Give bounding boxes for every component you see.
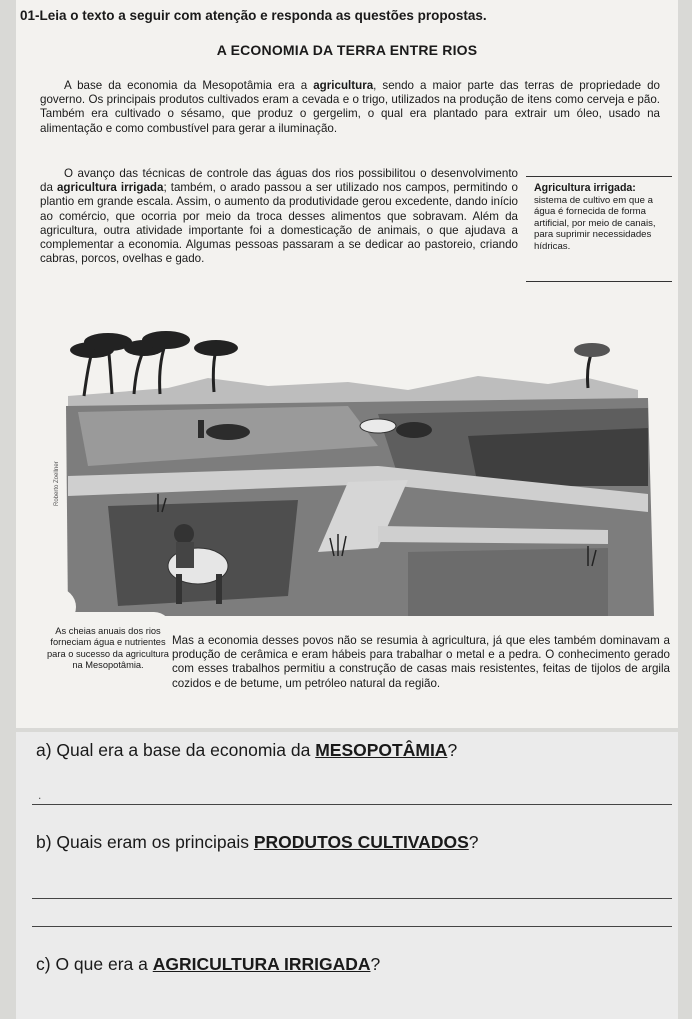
question-c-keyword: AGRICULTURA IRRIGADA	[152, 954, 371, 974]
image-caption: As cheias anuais dos rios forneciam água e nutrientes para o sucesso da agricultura na Mesopotâmia.	[44, 612, 172, 708]
glossary-box	[526, 176, 672, 282]
irrigation-illustration	[48, 316, 656, 628]
instruction-text: 01-Leia o texto a seguir com atenção e responda as questões propostas.	[20, 8, 487, 23]
answer-line-b1[interactable]	[32, 898, 672, 899]
keyword-agricultura-irrigada: agricultura irrigada	[56, 181, 164, 195]
question-c: c) O que era a AGRICULTURA IRRIGADA?	[36, 954, 381, 974]
glossary-term: Agricultura irrigada:	[534, 182, 636, 194]
answer-line-a[interactable]	[32, 804, 672, 805]
paragraph-1: A base da economia da Mesopotâmia era a agricultura, sendo a maior parte das terras de propriedade do governo. Os principais produtos cultivados eram a cevada e o trigo, utilizados na produção de itens como cerveja e pão. Também era cultivado o sésamo, que produz o gergelim, o qual era plantado para extrair um óleo, usado na alimentação e como combustível para gerar a iluminação.	[40, 79, 660, 135]
keyword-agricultura: agricultura	[313, 79, 374, 92]
question-a: a) Qual era a base da economia da MESOPOTÂMIA?	[36, 740, 458, 760]
answer-a-mark: .	[38, 788, 42, 802]
paragraph-3: Mas a economia desses povos não se resumia à agricultura, já que eles também dominavam a produção de cerâmica e eram hábeis para trabalhar o metal e a pedra. O conhecimento gerado com esses trabalhos permitiu a construção de casas mais resistentes, feitas de tijolos de argila cozidos e de betume, um petróleo natural da região.	[172, 634, 670, 690]
glossary-definition: sistema de cultivo em que a água é fornecida de forma artificial, por meio de canais, para suprimir necessidades hídricas.	[534, 194, 656, 252]
question-b-keyword: PRODUTOS CULTIVADOS	[253, 832, 469, 852]
worksheet-page	[16, 0, 678, 728]
text-title: A ECONOMIA DA TERRA ENTRE RIOS	[216, 42, 478, 58]
question-b: b) Quais eram os principais PRODUTOS CULTIVADOS?	[36, 832, 479, 852]
paragraph-2: O avanço das técnicas de controle das águas dos rios possibilitou o desenvolvimento da agricultura irrigada; também, o arado passou a ser utilizado nos campos, permitindo o plantio em grande escala. Assim, o aumento da produtividade gerou excedente, dando início ao comércio, que ocorria por meio da troca desses alimentos que sobravam. Além da agricultura, outra atividade importante foi a domesticação de animais, o que ajudava a complementar a economia. Algumas pessoas passaram a se dedicar ao pastoreio, criando cabras, porcos, ovelhas e gado.	[40, 167, 518, 266]
svg-text:Roberto Zoellner: Roberto Zoellner	[54, 461, 60, 506]
answer-line-b2[interactable]	[32, 926, 672, 927]
question-a-keyword: MESOPOTÂMIA	[315, 740, 448, 760]
questions-section	[16, 732, 678, 1019]
